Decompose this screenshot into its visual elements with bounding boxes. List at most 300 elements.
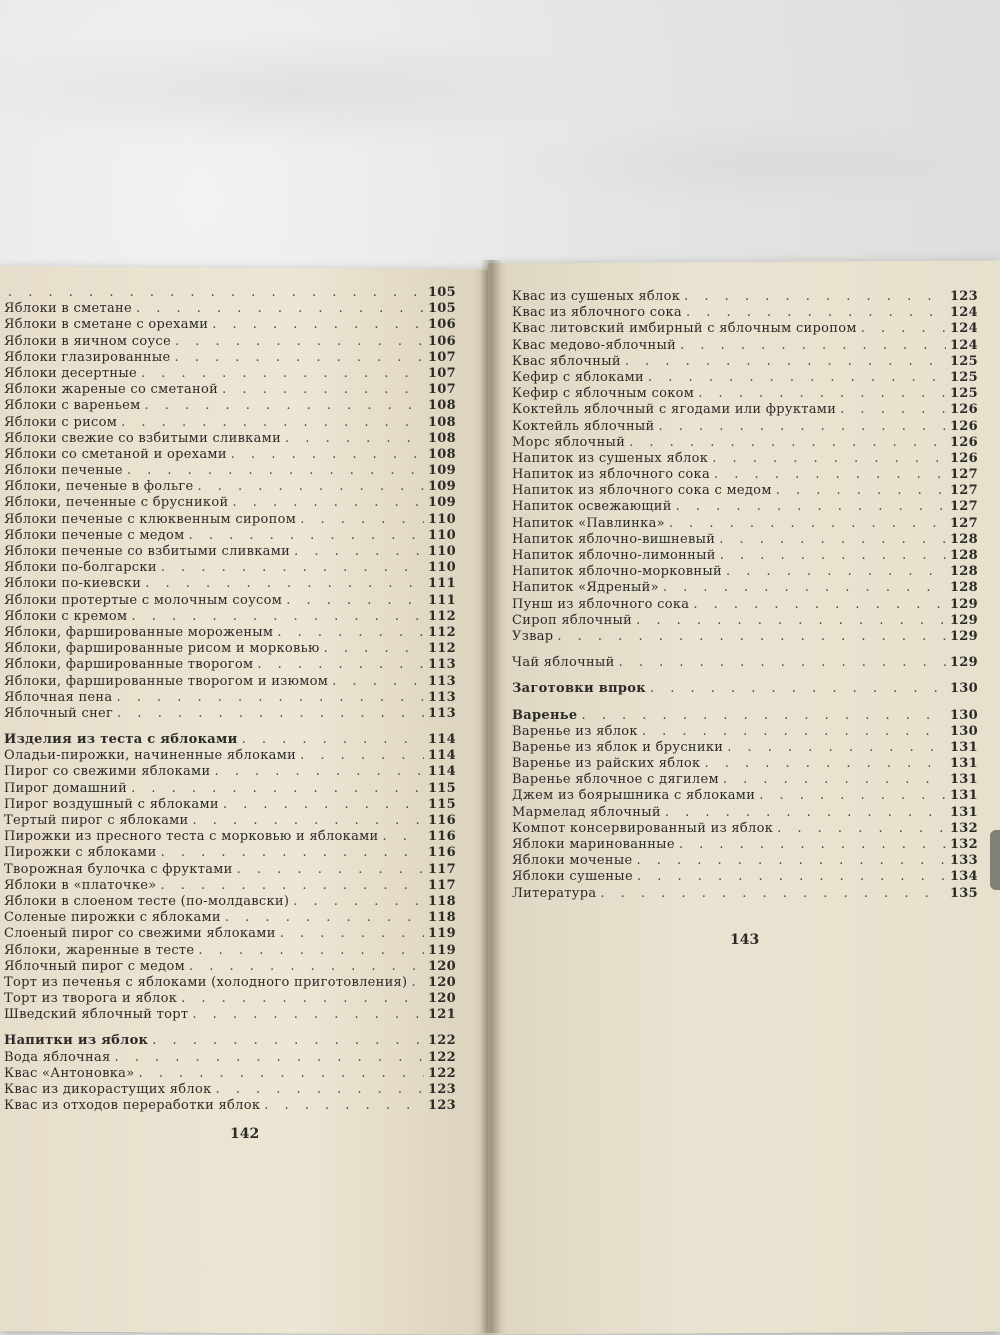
toc-entry-title: Вода яблочная <box>4 1049 111 1065</box>
toc-entry-page: 119 <box>427 942 456 958</box>
toc-entry-page: 135 <box>949 885 978 901</box>
toc-entry-page: 110 <box>427 544 456 559</box>
toc-entry-title: Шведский яблочный торт <box>4 1007 189 1023</box>
toc-entry <box>4 674 456 690</box>
toc-entry-page: 130 <box>949 681 978 697</box>
toc-entry-title: Квас «Антоновка» <box>4 1065 135 1081</box>
toc-section-heading <box>4 1033 456 1049</box>
toc-entry <box>4 706 456 722</box>
marble-vein <box>0 30 640 150</box>
toc-entry <box>512 788 978 804</box>
toc-entry-page: 126 <box>949 450 978 466</box>
toc-entry <box>512 499 978 515</box>
toc-entry <box>4 845 456 861</box>
toc-dot-leader <box>727 740 946 756</box>
toc-dot-leader <box>693 597 946 613</box>
toc-entry-title: Тертый пирог с яблоками <box>4 813 189 828</box>
toc-entry-title: Кефир с яблоками <box>512 369 645 385</box>
toc-entry-title: Квас из отходов переработки яблок <box>4 1098 261 1114</box>
left-page-number: 142 <box>230 1126 260 1142</box>
toc-entry-title: Напитки из яблок <box>4 1033 149 1049</box>
toc-entry-title: Квас яблочный <box>512 353 621 369</box>
toc-dot-leader <box>116 690 424 706</box>
toc-dot-leader <box>723 772 946 788</box>
toc-entry <box>512 869 978 885</box>
toc-entry <box>512 386 978 402</box>
toc-entry-title: Напиток «Павлинка» <box>512 515 665 531</box>
toc-entry <box>4 495 456 511</box>
toc-dot-leader <box>332 674 424 690</box>
toc-entry-title: Литература <box>512 885 597 901</box>
toc-entry-title: Напиток из яблочного сока <box>512 467 711 483</box>
toc-dot-leader <box>714 467 946 483</box>
toc-entry-page: 107 <box>427 349 456 365</box>
toc-entry <box>4 301 456 317</box>
toc-entry-title: Яблоки в яичном соусе <box>4 333 172 349</box>
toc-entry <box>4 609 456 625</box>
toc-dot-leader <box>115 1050 424 1066</box>
toc-entry-title: Яблоки печеные с клюквенным сиропом <box>4 511 297 527</box>
toc-entry <box>512 655 978 671</box>
toc-entry-page: 110 <box>427 560 456 576</box>
toc-entry <box>512 580 978 596</box>
toc-entry <box>4 781 456 797</box>
toc-entry <box>4 1007 456 1023</box>
toc-entry-title: Мармелад яблочный <box>512 804 661 820</box>
toc-entry-page: 122 <box>427 1065 456 1081</box>
toc-entry-title: Пирожки с яблоками <box>4 845 157 861</box>
toc-entry-title: Яблоки, фаршированные мороженым <box>4 624 274 640</box>
toc-entry-title: Яблоки со сметаной и орехами <box>4 446 227 462</box>
toc-entry-title: Варенье яблочное с дягилем <box>512 772 719 788</box>
toc-entry <box>4 576 456 592</box>
toc-entry-title: Яблоки, печеные в фольге <box>4 479 194 495</box>
toc-dot-leader <box>257 657 424 673</box>
toc-entry-title: Яблоки в слоеном тесте (по-молдавски) <box>4 893 290 909</box>
toc-dot-leader <box>648 370 946 386</box>
toc-dot-leader <box>285 431 424 447</box>
toc-entry-title: Яблоки печеные <box>4 463 123 479</box>
toc-dot-leader <box>698 386 946 402</box>
toc-entry <box>4 862 456 878</box>
toc-section-heading <box>512 681 978 697</box>
toc-dot-leader <box>659 419 946 435</box>
toc-dot-leader <box>680 338 946 354</box>
toc-entry-page: 118 <box>427 910 456 926</box>
toc-entry <box>4 748 456 764</box>
toc-entry-title: Яблоки, фаршированные творогом и изюмом <box>4 673 329 689</box>
toc-entry-page: 123 <box>427 1098 456 1114</box>
toc-entry-page: 110 <box>427 527 456 543</box>
toc-dot-leader <box>300 748 424 764</box>
toc-entry-page: 107 <box>427 365 456 381</box>
toc-entry <box>4 431 456 447</box>
toc-dot-leader <box>193 813 424 829</box>
toc-dot-leader <box>712 451 946 467</box>
toc-dot-leader <box>152 1033 424 1049</box>
toc-dot-leader <box>759 788 946 804</box>
toc-entry-page: 110 <box>427 511 456 527</box>
toc-entry-title: Яблоки с вареньем <box>4 398 141 414</box>
toc-entry-page: 132 <box>949 837 978 852</box>
toc-entry-page: 112 <box>427 641 456 657</box>
toc-dot-leader <box>629 435 946 451</box>
toc-dot-leader <box>161 878 424 894</box>
toc-dot-leader <box>676 499 946 515</box>
toc-gap <box>512 698 978 708</box>
toc-entry-page: 128 <box>949 531 978 547</box>
toc-entry <box>4 991 456 1007</box>
toc-entry-page: 106 <box>427 333 456 349</box>
toc-entry <box>512 354 978 370</box>
toc-entry-page: 125 <box>949 386 978 402</box>
marble-vein <box>500 120 1000 210</box>
toc-entry <box>4 797 456 813</box>
toc-entry-title: Морс яблочный <box>512 434 626 450</box>
toc-entry-page: 133 <box>949 853 978 869</box>
toc-entry-title: Напиток яблочно-морковный <box>512 564 722 580</box>
toc-dot-leader <box>294 544 424 560</box>
toc-entry-title: Изделия из теста с яблоками <box>4 732 238 748</box>
toc-entry <box>512 886 978 902</box>
toc-dot-leader <box>650 681 946 697</box>
toc-entry-page: 115 <box>427 796 456 812</box>
toc-entry-page: 126 <box>949 434 978 450</box>
toc-entry <box>512 451 978 467</box>
toc-entry <box>512 805 978 821</box>
toc-entry <box>512 370 978 386</box>
toc-entry-page: 118 <box>427 893 456 909</box>
toc-entry-page: 109 <box>427 495 456 511</box>
toc-entry-title: Пирог домашний <box>4 780 128 796</box>
toc-entry-page: 122 <box>427 1049 456 1065</box>
toc-entry-page: 125 <box>949 369 978 385</box>
toc-entry <box>4 975 456 991</box>
toc-entry-page: 130 <box>949 707 978 723</box>
toc-entry-title: Яблоки с кремом <box>4 608 128 624</box>
toc-dot-leader <box>625 354 946 370</box>
toc-entry <box>4 366 456 382</box>
toc-entry <box>4 894 456 910</box>
toc-entry-page: 116 <box>427 829 456 845</box>
toc-dot-leader <box>216 1082 424 1098</box>
toc-dot-leader <box>637 869 946 885</box>
toc-entry-page: 131 <box>949 756 978 772</box>
toc-entry-title: Яблоки в сметане <box>4 301 132 317</box>
toc-entry <box>4 829 456 845</box>
toc-entry <box>4 479 456 495</box>
toc-entry-page: 129 <box>949 612 978 628</box>
toc-entry-title: Пирожки из пресного теста с морковью и яблоками <box>4 829 379 845</box>
toc-entry-page: 108 <box>427 398 456 414</box>
toc-dot-leader <box>686 305 946 321</box>
toc-entry <box>4 1050 456 1066</box>
toc-entry-page: 131 <box>949 739 978 755</box>
toc-dot-leader <box>145 576 424 592</box>
toc-entry-page: 127 <box>949 467 978 483</box>
toc-entry-title: Компот консервированный из яблок <box>512 820 774 836</box>
toc-dot-leader <box>189 528 424 544</box>
toc-entry-page: 125 <box>949 353 978 369</box>
toc-entry <box>512 724 978 740</box>
toc-entry-title: Напиток из сушеных яблок <box>512 450 709 466</box>
toc-entry-page: 129 <box>949 596 978 612</box>
toc-dot-leader <box>232 495 424 511</box>
toc-dot-leader <box>175 350 424 366</box>
toc-entry-title: Коктейль яблочный с ягодами или фруктами <box>512 402 837 418</box>
toc-entry <box>512 837 978 853</box>
toc-entry-title: Яблоки свежие со взбитыми сливками <box>4 430 282 446</box>
toc-entry-title: Оладьи-пирожки, начиненные яблоками <box>4 748 297 764</box>
toc-dot-leader <box>161 845 424 861</box>
toc-entry-page: 128 <box>949 580 978 596</box>
toc-entry-title: Яблоки в сметане с орехами <box>4 317 209 333</box>
toc-entry <box>512 435 978 451</box>
toc-entry-title: Напиток яблочно-лимонный <box>512 548 716 563</box>
toc-entry-page: 122 <box>427 1033 456 1049</box>
toc-entry <box>512 853 978 869</box>
toc-dot-leader <box>192 1007 424 1023</box>
toc-entry <box>512 821 978 837</box>
toc-entry-page: 134 <box>949 869 978 885</box>
toc-entry-title: Сироп яблочный <box>512 612 633 628</box>
toc-entry-page: 126 <box>949 402 978 418</box>
left-toc <box>4 285 456 1114</box>
toc-entry-title: Яблоки с рисом <box>4 414 118 430</box>
toc-entry-page: 105 <box>427 301 456 317</box>
toc-dot-leader <box>131 781 424 797</box>
toc-entry-title: Коктейль яблочный <box>512 418 655 434</box>
toc-entry <box>4 544 456 560</box>
toc-entry-title: Слоеный пирог со свежими яблоками <box>4 926 276 942</box>
toc-dot-leader <box>280 926 424 942</box>
toc-entry-title: Пирог воздушный с яблоками <box>4 796 219 812</box>
toc-dot-leader <box>776 483 946 499</box>
toc-dot-leader <box>223 797 424 813</box>
toc-dot-leader <box>181 991 424 1007</box>
toc-entry <box>4 560 456 576</box>
toc-dot-leader <box>684 289 946 305</box>
toc-entry-page: 109 <box>427 479 456 495</box>
toc-dot-leader <box>720 548 946 564</box>
toc-entry <box>512 516 978 532</box>
toc-dot-leader <box>242 732 424 748</box>
toc-entry-title: Квас из сушеных яблок <box>512 289 681 304</box>
toc-dot-leader <box>726 564 946 580</box>
toc-entry-title: Квас из дикорастущих яблок <box>4 1082 212 1097</box>
toc-entry <box>4 878 456 894</box>
toc-entry-page: 124 <box>949 305 978 321</box>
toc-entry <box>512 772 978 788</box>
toc-entry-page: 116 <box>427 845 456 861</box>
toc-dot-leader <box>669 516 946 532</box>
toc-dot-leader <box>581 708 945 724</box>
toc-entry <box>4 447 456 463</box>
right-toc <box>512 289 978 902</box>
toc-entry-page: 108 <box>427 430 456 446</box>
toc-entry-page: 127 <box>949 499 978 515</box>
toc-dot-leader <box>557 629 946 645</box>
toc-entry-title: Чай яблочный <box>512 655 615 671</box>
toc-dot-leader <box>277 625 424 641</box>
toc-entry <box>4 285 456 301</box>
toc-entry-page: 120 <box>427 991 456 1007</box>
toc-dot-leader <box>636 613 946 629</box>
toc-dot-leader <box>231 447 424 463</box>
toc-entry-title: Яблочный снег <box>4 705 114 721</box>
toc-dot-leader <box>222 382 424 398</box>
toc-entry <box>512 483 978 499</box>
toc-entry-title: Варенье из райских яблок <box>512 756 701 772</box>
toc-section-heading <box>512 708 978 724</box>
toc-entry-page: 123 <box>949 289 978 304</box>
toc-dot-leader <box>719 532 946 548</box>
toc-entry <box>512 467 978 483</box>
toc-entry <box>4 415 456 431</box>
toc-entry <box>512 564 978 580</box>
toc-entry <box>4 317 456 333</box>
toc-entry <box>4 690 456 706</box>
toc-dot-leader <box>383 829 424 845</box>
toc-entry-page: 116 <box>427 813 456 828</box>
toc-dot-leader <box>225 910 424 926</box>
toc-entry-page: 124 <box>949 321 978 337</box>
toc-entry-page: 114 <box>427 764 456 780</box>
toc-entry-page: 131 <box>949 772 978 788</box>
toc-entry-title: Яблоки сушеные <box>512 869 633 885</box>
toc-entry <box>4 463 456 479</box>
toc-entry-page: 108 <box>427 446 456 462</box>
toc-entry-page: 115 <box>427 780 456 796</box>
right-page-number: 143 <box>730 932 760 948</box>
toc-entry <box>512 597 978 613</box>
toc-entry <box>4 350 456 366</box>
toc-dot-leader <box>141 366 424 382</box>
toc-entry-title: Яблоки маринованные <box>512 837 675 852</box>
toc-entry-page: 120 <box>427 974 456 990</box>
toc-dot-leader <box>138 1066 423 1082</box>
toc-entry-title: Напиток из яблочного сока с медом <box>512 483 772 499</box>
toc-entry-title: Торт из творога и яблок <box>4 991 178 1007</box>
toc-entry <box>4 334 456 350</box>
toc-entry-title: Яблоки, печенные с брусникой <box>4 495 229 511</box>
toc-entry-page: 117 <box>427 877 456 893</box>
toc-entry-title: Яблоки моченые <box>512 853 633 869</box>
toc-dot-leader <box>136 301 424 317</box>
toc-entry-title: Пирог со свежими яблоками <box>4 764 211 780</box>
toc-entry <box>4 528 456 544</box>
toc-entry-title: Квас медово-яблочный <box>512 337 677 353</box>
toc-entry-page: 111 <box>427 592 456 608</box>
toc-entry-title: Творожная булочка с фруктами <box>4 861 233 877</box>
toc-entry-title: Яблоки жареные со сметаной <box>4 382 219 398</box>
toc-entry-page: 127 <box>949 515 978 531</box>
toc-entry <box>512 756 978 772</box>
toc-entry <box>512 740 978 756</box>
toc-entry-page: 128 <box>949 548 978 563</box>
toc-entry-title: Торт из печенья с яблоками (холодного приготовления) <box>4 974 408 990</box>
toc-gap <box>512 645 978 655</box>
toc-entry-page: 124 <box>949 337 978 353</box>
toc-entry-title: Напиток яблочно-вишневый <box>512 531 716 547</box>
toc-entry-title: Яблоки в «платочке» <box>4 877 157 893</box>
toc-entry <box>512 402 978 418</box>
toc-entry-title: Яблоки, жаренные в тесте <box>4 942 195 958</box>
toc-entry-page: 117 <box>427 861 456 877</box>
page-edge-mark <box>990 830 1000 890</box>
toc-dot-leader <box>642 724 946 740</box>
toc-entry <box>4 764 456 780</box>
toc-entry <box>4 1098 456 1114</box>
toc-dot-leader <box>144 398 423 414</box>
toc-dot-leader <box>411 975 424 991</box>
toc-dot-leader <box>189 959 424 975</box>
toc-entry-page: 108 <box>427 414 456 430</box>
toc-entry <box>4 625 456 641</box>
toc-dot-leader <box>127 463 424 479</box>
toc-entry-title: Варенье из яблок и брусники <box>512 739 724 755</box>
toc-entry-title: Яблоки по-болгарски <box>4 560 157 576</box>
toc-entry-title: Яблоки печеные с медом <box>4 527 185 543</box>
toc-entry-title: Напиток «Ядреный» <box>512 580 659 596</box>
book-gutter <box>480 260 502 1333</box>
toc-dot-leader <box>619 655 946 671</box>
toc-entry <box>512 321 978 337</box>
toc-entry-title: Напиток освежающий <box>512 499 672 515</box>
toc-dot-leader <box>861 321 946 337</box>
toc-entry-title: Яблочная пена <box>4 689 113 705</box>
toc-dot-leader <box>840 402 946 418</box>
toc-entry <box>512 629 978 645</box>
toc-dot-leader <box>175 334 424 350</box>
toc-entry <box>512 613 978 629</box>
toc-entry-page: 129 <box>949 628 978 644</box>
toc-gap <box>4 722 456 732</box>
toc-dot-leader <box>679 837 946 853</box>
toc-dot-leader <box>777 821 946 837</box>
toc-dot-leader <box>293 894 424 910</box>
toc-dot-leader <box>663 580 946 596</box>
toc-dot-leader <box>665 805 946 821</box>
toc-entry-page: 123 <box>427 1082 456 1097</box>
toc-entry <box>4 593 456 609</box>
toc-entry-title: Заготовки впрок <box>512 681 646 697</box>
toc-entry <box>512 419 978 435</box>
toc-entry <box>4 926 456 942</box>
toc-dot-leader <box>704 756 945 772</box>
toc-entry-title: Узвар <box>512 628 554 644</box>
toc-dot-leader <box>117 706 424 722</box>
toc-dot-leader <box>237 862 424 878</box>
toc-dot-leader <box>198 943 424 959</box>
toc-entry-page: 113 <box>427 657 456 673</box>
toc-entry-page: 132 <box>949 820 978 836</box>
toc-entry-title: Яблоки по-киевски <box>4 576 142 592</box>
toc-entry <box>4 959 456 975</box>
toc-entry-page: 114 <box>427 748 456 764</box>
toc-gap <box>4 1023 456 1033</box>
toc-dot-leader <box>324 641 424 657</box>
toc-entry <box>4 398 456 414</box>
toc-entry-page: 128 <box>949 564 978 580</box>
toc-dot-leader <box>121 415 424 431</box>
toc-gap <box>512 671 978 681</box>
toc-entry-title: Пунш из яблочного сока <box>512 596 690 612</box>
toc-entry <box>4 910 456 926</box>
toc-dot-leader <box>264 1098 424 1114</box>
toc-entry <box>512 532 978 548</box>
toc-entry-title: Кефир с яблочным соком <box>512 386 695 402</box>
